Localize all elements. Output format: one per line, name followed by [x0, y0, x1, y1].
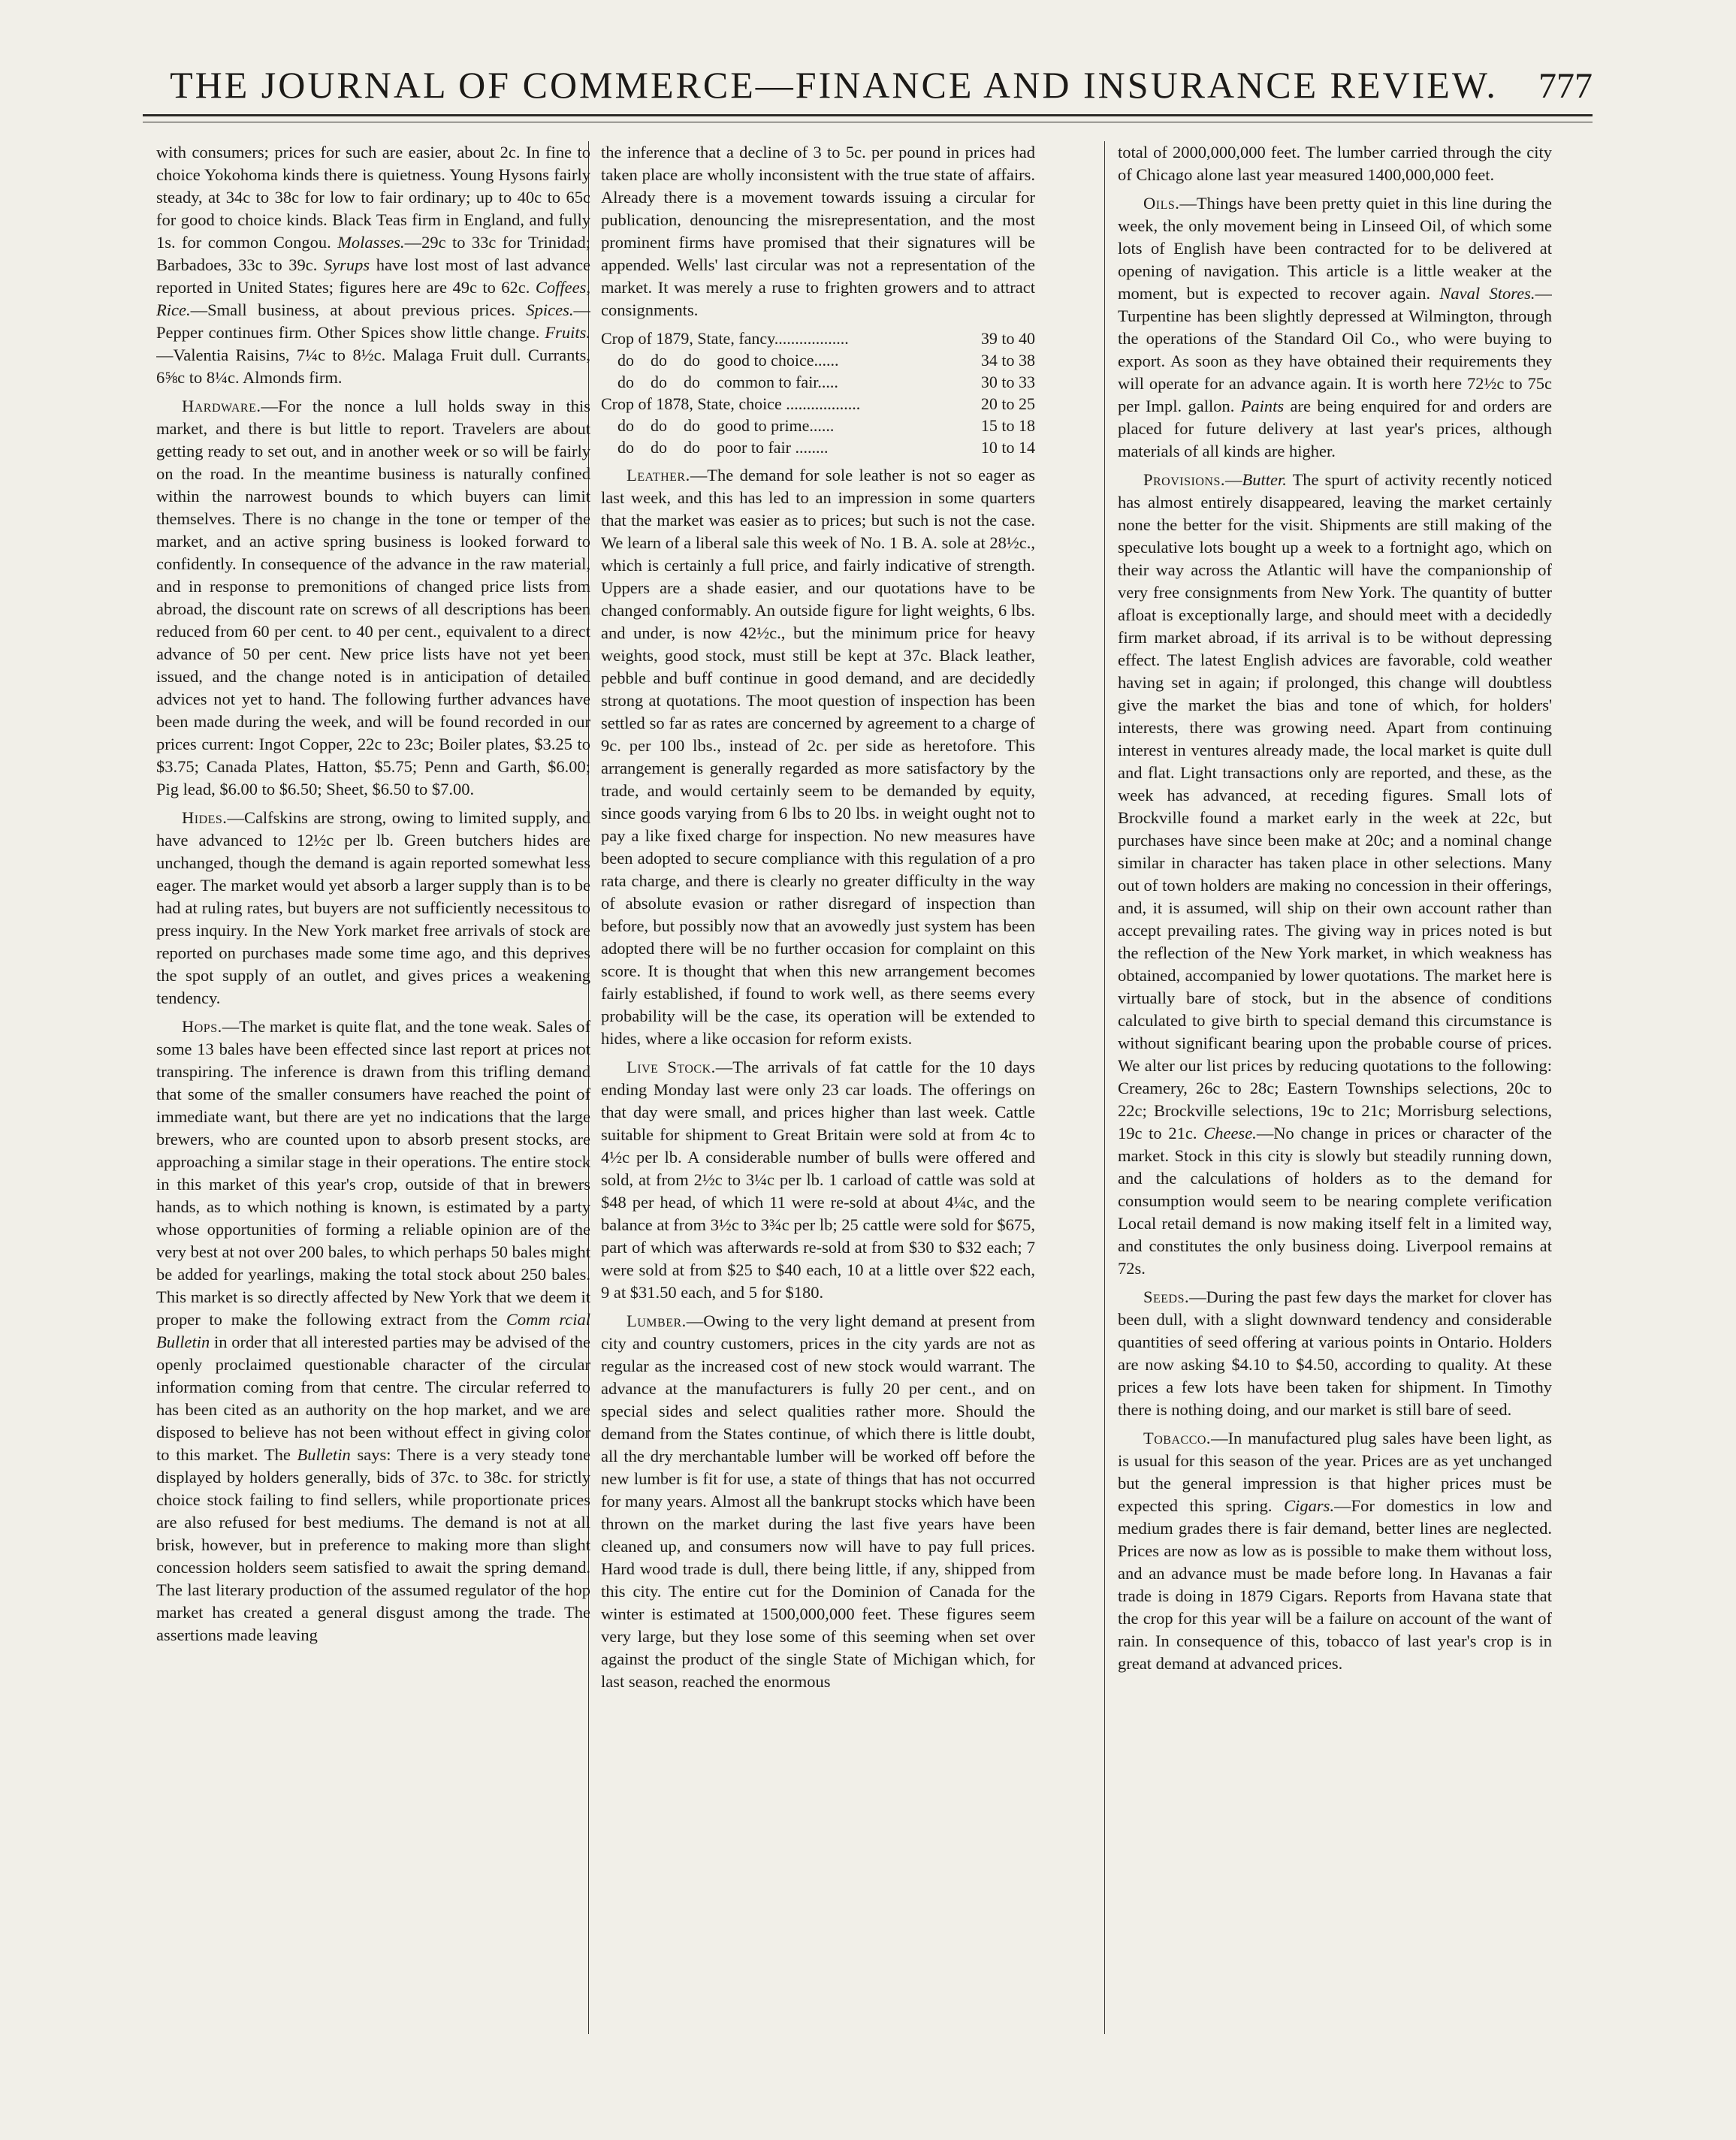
bulletin-title-2: Bulletin: [297, 1445, 351, 1464]
hops-quotation-table: [601, 327, 1035, 458]
quotation-row: [601, 436, 1035, 458]
cigars-subhead: Cigars.: [1284, 1496, 1335, 1515]
hops-continued-paragraph: the inference that a decline of 3 to 5c. per pound in prices had taken place are wholly inconsistent with the true state of affairs. Already there is a movement towards issuing a circular for publication, denouncing the misrepresentation, and the most prominent firms have promised that their signatures will be appended. Wells' last circular was not a representation of the market. It was merely a ruse to frighten growers and to attract consignments.: [601, 143, 1035, 319]
tobacco-paragraph: Tobacco.—In manufactured plug sales have been light, as is usual for this season of the year. Prices are as yet unchanged but the general impression is that higher prices must be expected this spring. Cigars.—For domestics in low and medium grades there is fair demand, better lines are neglected. Prices are now as low as is possible to make them without loss, and an advance must be made before long. In Havanas a fair trade is doing in 1879 Cigars. Reports from Havana state that the crop for this year will be a failure on account of the want of rain. In consequence of this, tobacco of last year's crop is in great demand at advanced prices.: [1118, 1429, 1552, 1673]
header-rule-thick: [143, 114, 1593, 116]
paints-subhead: Paints: [1240, 397, 1285, 415]
hardware-heading: Hardware.: [182, 397, 261, 415]
leather-paragraph: Leather.—The demand for sole leather is not so eager as last week, and this has led to an impression in some quarters that the market was easier as to prices; but such is not the case. We learn of a liberal sale this week of No. 1 B. A. sole at 28½c., which is certainly a full price, and fairly indicative of strength. Uppers are a shade easier, and our quotations have to be changed conformably. An outside figure for light weights, 6 lbs. and under, is now 42½c., but the minimum price for heavy weights, good stock, must still be kept at 37c. Black leather, pebble and buff continue in good demand, and are decidedly strong at quotations. The moot question of inspection has been settled so far as rates are concerned by agreement to a charge of 9c. per 100 lbs., instead of 2c. per side as heretofore. This arrangement is generally regarded as more satisfactory by the trade, and would certainly seem to be demanded by equity, since goods varying from 6 lbs to 20 lbs. in weight ought not to pay a like fixed charge for inspection. No new measures have been adopted to secure compliance with this regulation of a pro rata charge, and there is clearly no greater difficulty in the way of absolute evasion or rather disregard of inspection than before, but possibly now that an avowedly just system has been adopted there will be no further occasion for complaint on this score. It is thought that when this new arrangement becomes fairly established, if found to work well, as there seems every probability will be the case, its operation will be extended to hides, where a like occasion for reform exists.: [601, 466, 1035, 1048]
seeds-heading: Seeds.: [1143, 1287, 1190, 1306]
fruits-subhead: Fruits.: [545, 323, 590, 342]
quotation-value: 39 to 40: [980, 329, 1035, 348]
butter-subhead: Butter.: [1242, 470, 1287, 489]
spices-subhead: Spices.: [526, 300, 574, 319]
hops-heading: Hops.: [182, 1017, 222, 1036]
seeds-paragraph: Seeds.—During the past few days the market for clover has been dull, with a slight downward tendency and considerable quantities of seed offering at various points in Ontario. Holders are now asking $4.10 to $4.50, according to quality. At these prices a few lots have been taken for shipment. In Timothy there is nothing doing, and our market is still bare of seed.: [1118, 1287, 1552, 1419]
hides-paragraph: Hides.—Calfskins are strong, owing to limited supply, and have advanced to 12½c per lb. Green butchers hides are unchanged, though the demand is again reported somewhat less eager. The market would yet absorb a larger supply than is to be had at ruling rates, but buyers are not sufficiently necessitous to press inquiry. In the New York market free arrivals of stock are reported on purchases made some time ago, and this deprives the spot supply of an outlet, and gives prices a weakening tendency.: [156, 808, 590, 1007]
quotation-value: 34 to 38: [980, 351, 1035, 370]
oils-heading: Oils.: [1143, 194, 1180, 213]
lumber-paragraph: Lumber.—Owing to the very light demand at present from city and country customers, prices in the city yards are not as regular as the increased cost of new stock would warrant. The advance at the manufacturers is fully 20 per cent., and on special sides and select qualities rather more. Should the demand from the States continue, of which there is little doubt, all the dry merchantable lumber will be worked off before the new lumber is fit for use, a state of things that has not occurred for many years. Almost all the bankrupt stocks which have been thrown on the market during the last five years have been cleaned up, and consumers now will have to pay full prices. Hard wood trade is dull, there being little, if any, shipped from this city. The entire cut for the Dominion of Canada for the winter is estimated at 1500,000,000 feet. These figures seem very large, but they lose some of this seeming when set over against the product of the single State of Michigan which, for last season, reached the enormous: [601, 1311, 1035, 1691]
live-stock-heading: Live Stock.: [626, 1058, 716, 1076]
lumber-heading: Lumber.: [626, 1311, 687, 1330]
quotation-row: [601, 415, 1035, 436]
quotation-value: 20 to 25: [980, 394, 1035, 413]
syrups-subhead: Syrups: [323, 255, 370, 274]
live-stock-paragraph: Live Stock.—The arrivals of fat cattle for the 10 days ending Monday last were only 23 car loads. The offerings on that day were small, and prices higher than last week. Cattle suitable for shipment to Great Britain were sold at from 4c to 4½c per lb. A considerable number of bulls were offered and sold, at from 2½c to 3¼c per lb. 1 carload of cattle was sold at $48 per head, of which 11 were re-sold at about 4¼c, and the balance at from 3½c to 3¾c per lb; 25 cattle were sold for $675, part of which was afterwards re-sold at from $30 to $32 each; 7 were sold at from $25 to $40 each, 10 at a little over $22 each, 9 at $31.50 each, and 5 for $180.: [601, 1058, 1035, 1302]
quotation-label: do do do good to prime......: [601, 416, 835, 435]
quotation-label: do do do common to fair.....: [601, 373, 838, 391]
leather-heading: Leather.: [626, 466, 690, 484]
tobacco-heading: Tobacco.: [1143, 1429, 1212, 1447]
oils-paragraph: Oils.—Things have been pretty quiet in this line during the week, the only movement being in Linseed Oil, of which some lots of English have been contracted for to be delivered at opening of navigation. This article is a little weaker at the moment, but is expected to recover again. Naval Stores.—Turpentine has been slightly depressed at Wilmington, through the operations of the Standard Oil Co., who were buying to export. As soon as they have obtained their requirements they will operate for an advance again. It is worth here 72½c to 75c per Impl. gallon. Paints are being enquired for and orders are placed for future delivery at last year's prices, although materials of all kinds are higher.: [1118, 194, 1552, 460]
hops-paragraph: Hops.—The market is quite flat, and the tone weak. Sales of some 13 bales have been effected since last report at prices not transpiring. The inference is drawn from this trifling demand that some of the smaller consumers have reached the point of immediate want, but there are yet no indications that the large brewers, who are counted upon to absorb present stocks, are approaching a similar stage in their operations. The entire stock in this market of this year's crop, outside of that in brewers hands, as to which nothing is known, is estimated by a party whose opportunities of forming a reliable opinion are of the very best at not over 200 bales, to which perhaps 50 bales might be added for yearlings, making the total stock about 250 bales. This market is so directly affected by New York that we deem it proper to make the following extract from the Comm rcial Bulletin in order that all interested parties may be advised of the openly proclaimed questionable character of the circular information coming from that centre. The circular referred to has been cited as an authority on the hop market, and we are disposed to believe has not been without effect in giving color to this market. The Bulletin says: There is a very steady tone displayed by holders generally, bids of 37c. to 38c. for strictly choice stock failing to find sellers, while proportionate prices are also refused for best mediums. The demand is not at all brisk, however, but in preference to making more than slight concession holders seem satisfied to await the spring demand. The last literary production of the assumed regulator of the hop market has created a general disgust among the trade. The assertions made leaving: [156, 1017, 590, 1644]
coffees-subhead: Coffees, Rice.: [156, 278, 590, 319]
quotation-label: do do do poor to fair ........: [601, 438, 829, 457]
quotation-label: Crop of 1879, State, fancy..................: [601, 329, 849, 348]
quotation-row: [601, 327, 1035, 349]
quotation-value: 30 to 33: [980, 373, 1035, 391]
naval-stores-subhead: Naval Stores.: [1439, 284, 1535, 303]
page-number: 777: [1538, 66, 1593, 106]
molasses-subhead: Molasses.: [337, 233, 405, 252]
column-1: [156, 141, 590, 2064]
quotation-row: [601, 349, 1035, 371]
groceries-paragraph: with consumers; prices for such are easier, about 2c. In fine to choice Yokohoma kinds there is quietness. Young Hysons fairly steady, at 34c to 38c for low to fair ordinary; up to 40c to 65c for good to choice kinds. Black Teas firm in England, and fully 1s. for common Congou. Molasses.—29c to 33c for Trinidad; Barbadoes, 33c to 39c. Syrups have lost most of last advance reported in United States; figures here are 49c to 62c. Coffees, Rice.—Small business, at about previous prices. Spices.—Pepper continues firm. Other Spices show little change. Fruits.—Valentia Raisins, 7¼c to 8½c. Malaga Fruit dull. Currants, 6⅝c to 8¼c. Almonds firm.: [156, 143, 590, 387]
column-2: [601, 141, 1035, 2064]
hides-heading: Hides.: [182, 808, 228, 827]
provisions-heading: Provisions.: [1143, 470, 1225, 489]
column-3: [1118, 141, 1552, 2064]
quotation-value: 10 to 14: [980, 438, 1035, 457]
journal-title: THE JOURNAL OF COMMERCE—FINANCE AND INSURANCE REVIEW.: [170, 64, 1498, 106]
cheese-subhead: Cheese.: [1203, 1124, 1257, 1142]
quotation-label: Crop of 1878, State, choice ..................: [601, 394, 861, 413]
quotation-label: do do do good to choice......: [601, 351, 839, 370]
page-header: [143, 54, 1593, 107]
column-divider-2: [1104, 141, 1105, 2034]
lumber-continued-paragraph: total of 2000,000,000 feet. The lumber carried through the city of Chicago alone last year measured 1400,000,000 feet.: [1118, 143, 1552, 184]
quotation-value: 15 to 18: [980, 416, 1035, 435]
quotation-row: [601, 371, 1035, 393]
provisions-paragraph: Provisions.—Butter. The spurt of activity recently noticed has almost entirely disappeared, leaving the market certainly none the better for the visit. Shipments are still making of the speculative lots bought up a week to a fortnight ago, which on their way across the Atlantic will have the companionship of very free consignments from New York. The quantity of butter afloat is exceptionally large, and should meet with a decidedly firm market abroad, if its arrival is to be without depressing effect. The latest English advices are favorable, cold weather having set in again; if prolonged, this change will doubtless give the market the bias and tone of which, for holders' interests, there was growing need. Apart from continuing interest in ventures already made, the local market is quite dull and flat. Light transactions only are reported, and these, as the week has advanced, at receding figures. Small lots of Brockville found a market early in the week at 22c, but purchases have since been make at 20c; and a nominal change similar in character has taken place in other selections. Many out of town holders are making no concession in their offerings, and, it is assumed, will ship on their own account rather than accept prevailing rates. The giving way in prices noted is but the reflection of the New York market, in which weakness has obtained, accompanied by lower quotations. The market here is virtually bare of stock, but in the absence of conditions calculated to give birth to special demand this circumstance is without significant bearing upon the probable course of prices. We alter our list prices by reducing quotations to the following: Creamery, 26c to 28c; Eastern Townships selections, 20c to 22c; Brockville selections, 19c to 21c; Morrisburg selections, 19c to 21c. Cheese.—No change in prices or character of the market. Stock in this city is slowly but steadily running down, and the calculations of holders as to the demand for consumption would seem to be nearing complete verification Local retail demand is now making itself felt in a limited way, and constitutes the only business doing. Liverpool remains at 72s.: [1118, 470, 1552, 1278]
bulletin-title: Comm rcial Bulletin: [156, 1310, 590, 1351]
hardware-paragraph: Hardware.—For the nonce a lull holds sway in this market, and there is but little to report. Travelers are about getting ready to set out, and in another week or so will be fairly on the road. In the meantime business is naturally confined within the narrowest bounds to which buyers can limit themselves. There is no change in the tone or temper of the market, and an active spring business is looked forward to confidently. In consequence of the advance in the raw material, and in response to premonitions of changed price lists from abroad, the discount rate on screws of all descriptions has been reduced from 60 per cent. to 40 per cent., equivalent to a direct advance of 50 per cent. New price lists have not yet been issued, and the change noted is in anticipation of detailed advices not yet to hand. The following further advances have been made during the week, and will be found recorded in our prices current: Ingot Copper, 22c to 23c; Boiler plates, $3.25 to $3.75; Canada Plates, Hatton, $5.75; Penn and Garth, $6.00; Pig lead, $6.00 to $6.50; Sheet, $6.50 to $7.00.: [156, 397, 590, 798]
quotation-row: [601, 393, 1035, 415]
